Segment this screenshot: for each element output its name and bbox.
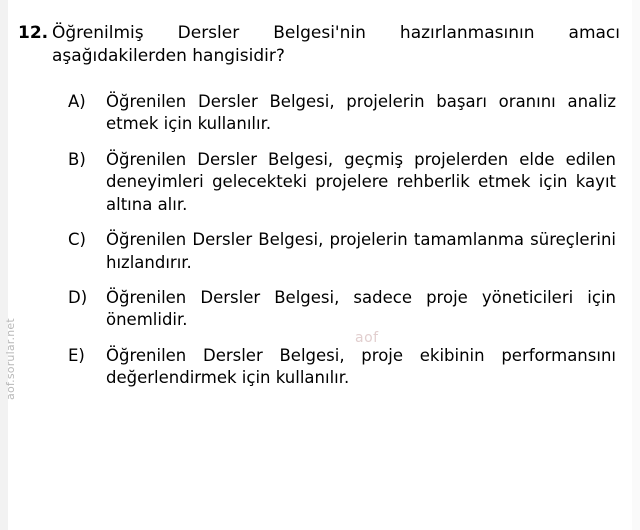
option-letter: E) [68, 345, 85, 365]
option-letter: D) [68, 287, 88, 307]
option-text: Öğrenilen Dersler Belgesi, projelerin başarı oranını analiz etmek için kullanılır. [106, 91, 616, 134]
option-letter: C) [68, 230, 86, 250]
option-text: Öğrenilen Dersler Belgesi, projelerin tamamlanma süreçlerini hızlandırır. [106, 230, 616, 272]
option-letter: B) [68, 149, 86, 169]
option-text: Öğrenilen Dersler Belgesi, geçmiş projelerden elde edilen deneyimleri gelecekteki projelere rehberlik etmek için kayıt altına alır. [106, 149, 616, 214]
question-header [18, 22, 622, 69]
page-edge-left [0, 0, 8, 530]
option-a[interactable] [68, 91, 622, 136]
question-text: Öğrenilmiş Dersler Belgesi'nin hazırlanmasının amacı aşağıdakilerden hangisidir? [52, 23, 620, 67]
option-d[interactable] [68, 287, 622, 332]
question-block [18, 22, 622, 403]
question-number: 12. [18, 23, 49, 43]
page-edge-right [632, 0, 640, 530]
option-letter: A) [68, 91, 86, 111]
option-b[interactable] [68, 149, 622, 216]
option-text: Öğrenilen Dersler Belgesi, sadece proje yöneticileri için önemlidir. [106, 287, 616, 330]
options-list [18, 91, 622, 390]
option-text: Öğrenilen Dersler Belgesi, proje ekibinin performansını değerlendirmek için kullanılır. [106, 345, 616, 388]
watermark-side: aof.sorular.net [4, 318, 17, 400]
option-c[interactable] [68, 229, 622, 274]
watermark-center: aof [355, 330, 379, 346]
option-e[interactable] [68, 345, 622, 390]
